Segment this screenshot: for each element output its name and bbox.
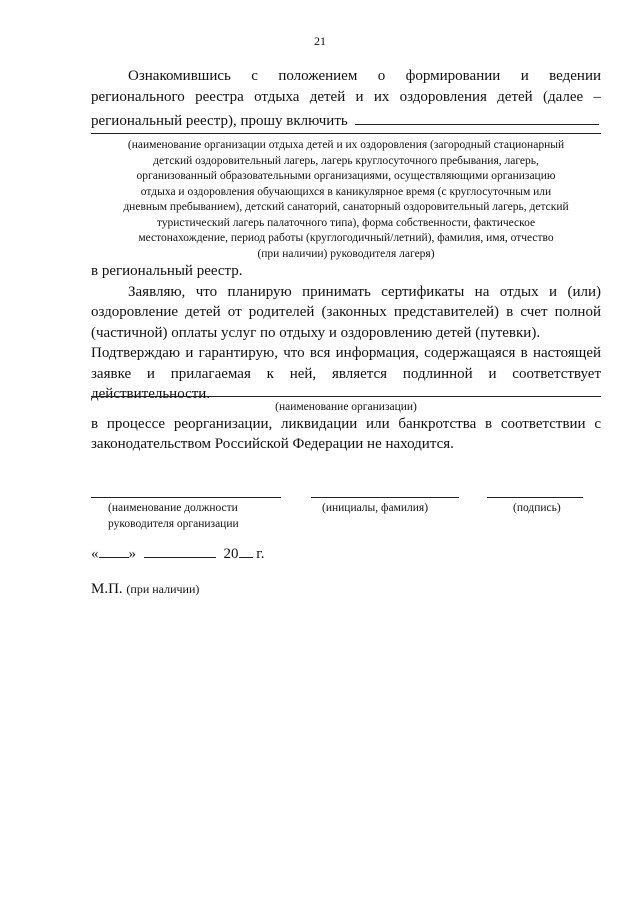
- org-description: [91, 138, 601, 262]
- org-description-line-6: туристический лагерь палаточного типа), форма собственности, фактическое: [156, 216, 536, 229]
- intro-line-2: регионального реестра отдыха детей и их оздоровления детей (далее –: [91, 89, 601, 105]
- position-label-line-1: (наименование должности: [108, 502, 238, 514]
- reorg-line-1: в процессе реорганизации, ликвидации или банкротства в соответствии с: [91, 416, 601, 432]
- confirm-line-1: Подтверждаю и гарантирую, что вся информация, содержащаяся в настоящей: [91, 345, 601, 361]
- org-name-line: [91, 133, 601, 134]
- month-blank: [144, 543, 216, 558]
- date-line: [91, 543, 601, 563]
- stamp-main: М.П.: [91, 581, 123, 597]
- org-description-line-2: детский оздоровительный лагерь, лагерь круглосуточного пребывания, лагерь,: [153, 154, 539, 167]
- confirm-line-2: заявке и прилагаемая к ней, является подлинной и соответствует: [91, 366, 601, 382]
- reorg-line-2: законодательством Российской Федерации не находится.: [91, 436, 454, 452]
- org-name-label: (наименование организации): [275, 401, 417, 413]
- confirm-line-3: действительности.: [91, 386, 211, 402]
- org-description-line-3: организованный образовательными организациями, осуществляющими организацию: [136, 170, 556, 182]
- intro-line-1: Ознакомившись с положением о формировании и ведении: [128, 68, 601, 84]
- day-blank: [99, 543, 129, 558]
- registry-line: в региональный реестр.: [91, 263, 243, 279]
- date-close-quote: »: [128, 546, 136, 562]
- org-description-line-1: (наименование организации отдыха детей и их оздоровления (загородный стационарный: [127, 139, 565, 151]
- year-blank: [239, 543, 253, 558]
- position-label: [108, 500, 239, 532]
- declare-line-2: оздоровление детей от родителей (законных представителей) в счет полной: [91, 304, 601, 320]
- declare-line-1: Заявляю, что планирую принимать сертификаты на отдых и (или): [128, 284, 601, 300]
- signature-label: (подпись): [513, 502, 561, 514]
- registry-org-blank: [355, 110, 599, 125]
- org-description-line-7: местонахождение, период работы (круглогодичный/летний), фамилия, имя, отчество: [138, 232, 554, 244]
- year-prefix: 20: [223, 546, 239, 562]
- intro-line-3: [91, 110, 601, 130]
- date-open-quote: «: [91, 546, 99, 562]
- org-description-line-5: дневным пребыванием), детский санаторий, санаторный оздоровительный лагерь, детский: [123, 201, 569, 213]
- position-label-line-2: руководителя организации: [108, 518, 239, 530]
- page-number: 21: [314, 34, 326, 48]
- org-description-line-4: отдыха и оздоровления обучающихся в каникулярное время (с круглосуточным или: [140, 185, 552, 198]
- org-description-line-8: (при наличии) руководителя лагеря): [257, 247, 435, 260]
- year-suffix: г.: [256, 546, 265, 562]
- position-blank: [91, 497, 281, 498]
- stamp-note: (при наличии): [126, 582, 200, 596]
- intro-line-3-text: региональный реестр), прошу включить: [91, 113, 348, 129]
- declare-line-3: (частичной) оплаты услуг по отдыху и оздоровлению детей (путевки).: [91, 325, 541, 341]
- org-name-blank: [91, 396, 601, 397]
- stamp-line: [91, 581, 601, 598]
- initials-blank: [311, 497, 459, 498]
- signature-blank: [487, 497, 583, 498]
- initials-label: (инициалы, фамилия): [322, 502, 429, 514]
